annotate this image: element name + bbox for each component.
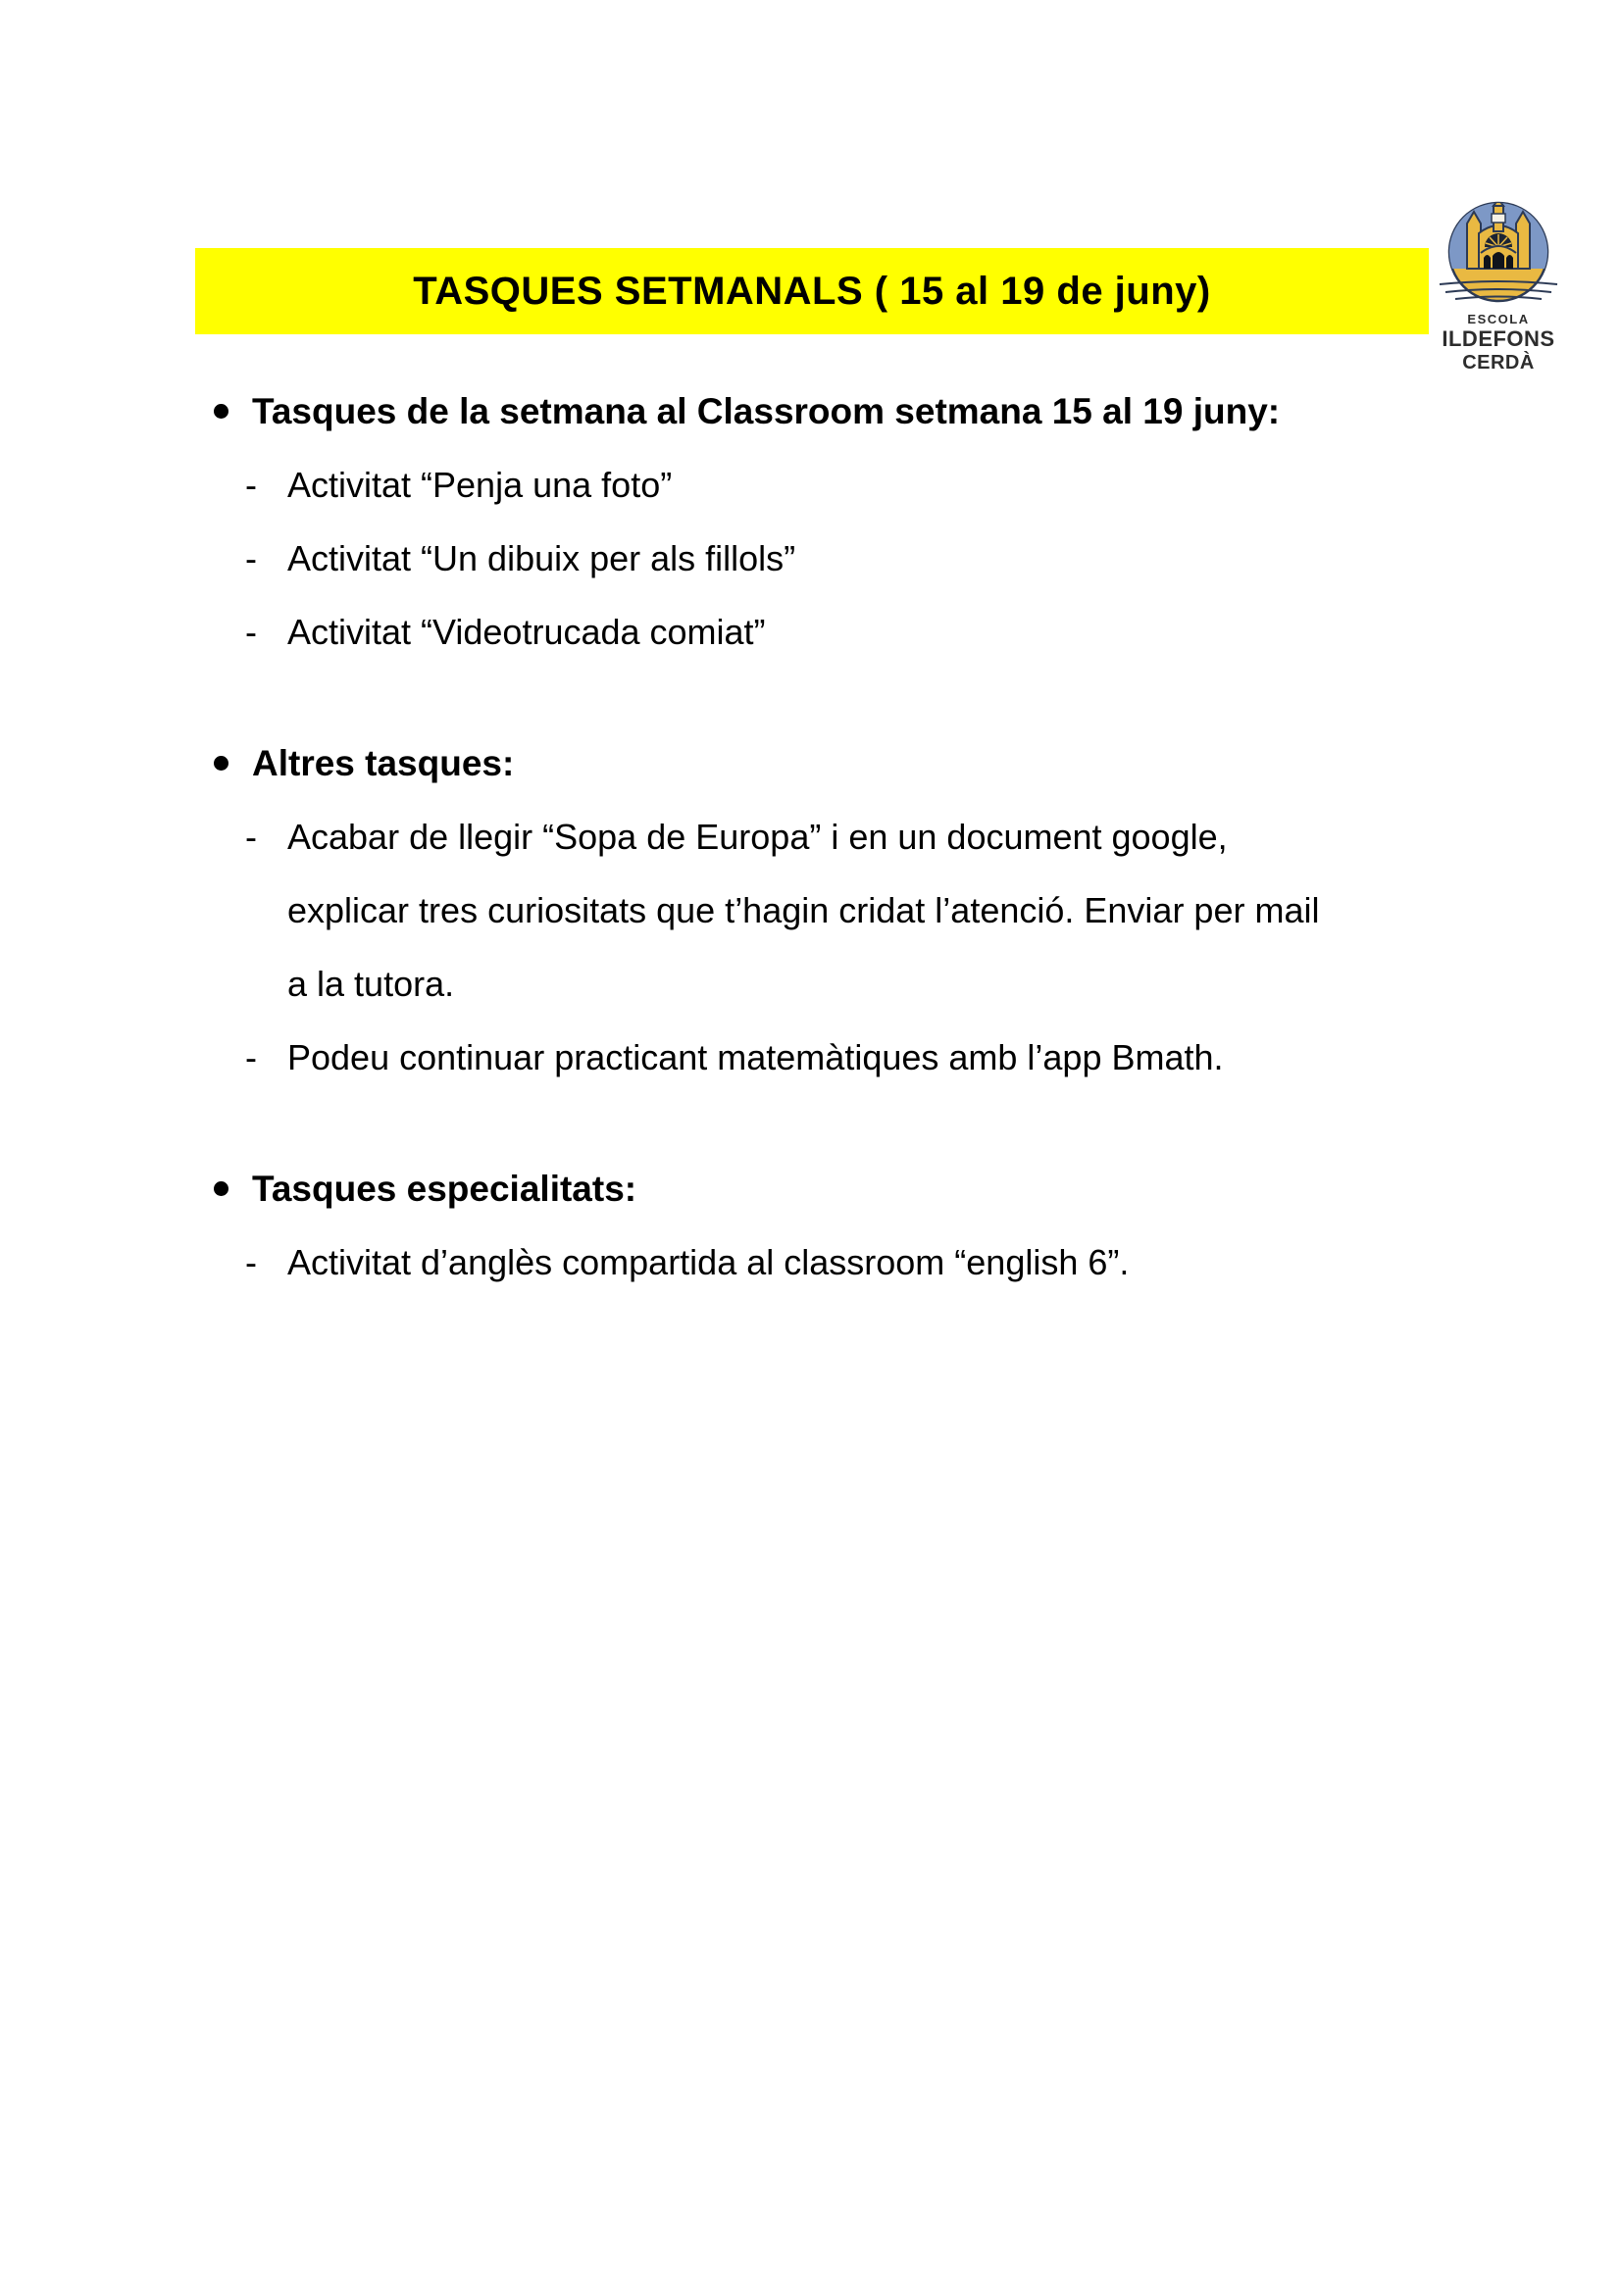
section-heading-text: Tasques especialitats: (252, 1168, 637, 1209)
school-logo (1430, 198, 1567, 373)
list-item-text: Acabar de llegir “Sopa de Europa” i en un document google, (287, 816, 1228, 857)
list-item-text: Podeu continuar practicant matemàtiques amb l’app Bmath. (287, 1036, 1224, 1077)
dash-icon: - (245, 464, 257, 505)
logo-text-escola: ESCOLA (1467, 312, 1530, 326)
list-item-text: Activitat “Videotrucada comiat” (287, 611, 766, 652)
section-tasques-setmana (195, 374, 1578, 669)
section-altres-tasques (195, 726, 1578, 1094)
logo-text-cerda: CERDÀ (1462, 352, 1535, 374)
section-heading-text: Altres tasques: (252, 742, 515, 783)
section-tasques-especialitats (195, 1152, 1578, 1299)
dash-icon: - (245, 816, 257, 857)
bullet-icon (214, 1181, 252, 1196)
list-item-text: a la tutora. (287, 963, 455, 1004)
list-item (245, 595, 1578, 669)
section-heading-text: Tasques de la setmana al Classroom setmana 15 al 19 juny: (252, 390, 1281, 431)
dash-icon: - (245, 611, 257, 652)
list-item (245, 522, 1578, 595)
list-item (245, 800, 1578, 873)
section-heading-row (195, 374, 1578, 448)
list-item-text: Activitat “Un dibuix per als fillols” (287, 537, 796, 578)
dash-icon: - (245, 1241, 257, 1282)
list-item (245, 448, 1578, 522)
list-item (245, 1021, 1578, 1094)
section-heading-row (195, 726, 1578, 800)
list-item-text: Activitat “Penja una foto” (287, 464, 673, 505)
list-item (245, 1225, 1578, 1299)
dash-icon: - (245, 537, 257, 578)
title-banner (195, 248, 1429, 334)
logo-text-ildefons: ILDEFONS (1442, 326, 1555, 351)
bullet-icon (214, 756, 252, 771)
dash-icon: - (245, 1036, 257, 1077)
bullet-icon (214, 404, 252, 419)
list-item-continuation (287, 873, 1578, 947)
list-item-text: Activitat d’anglès compartida al classroom “english 6”. (287, 1241, 1130, 1282)
page-title: TASQUES SETMANALS ( 15 al 19 de juny) (413, 269, 1211, 313)
school-emblem-icon (1438, 198, 1559, 310)
list-item-text: explicar tres curiositats que t’hagin cridat l’atenció. Enviar per mail (287, 889, 1320, 930)
section-heading-row (195, 1152, 1578, 1225)
document-body (195, 374, 1578, 1299)
list-item-continuation (287, 947, 1578, 1021)
